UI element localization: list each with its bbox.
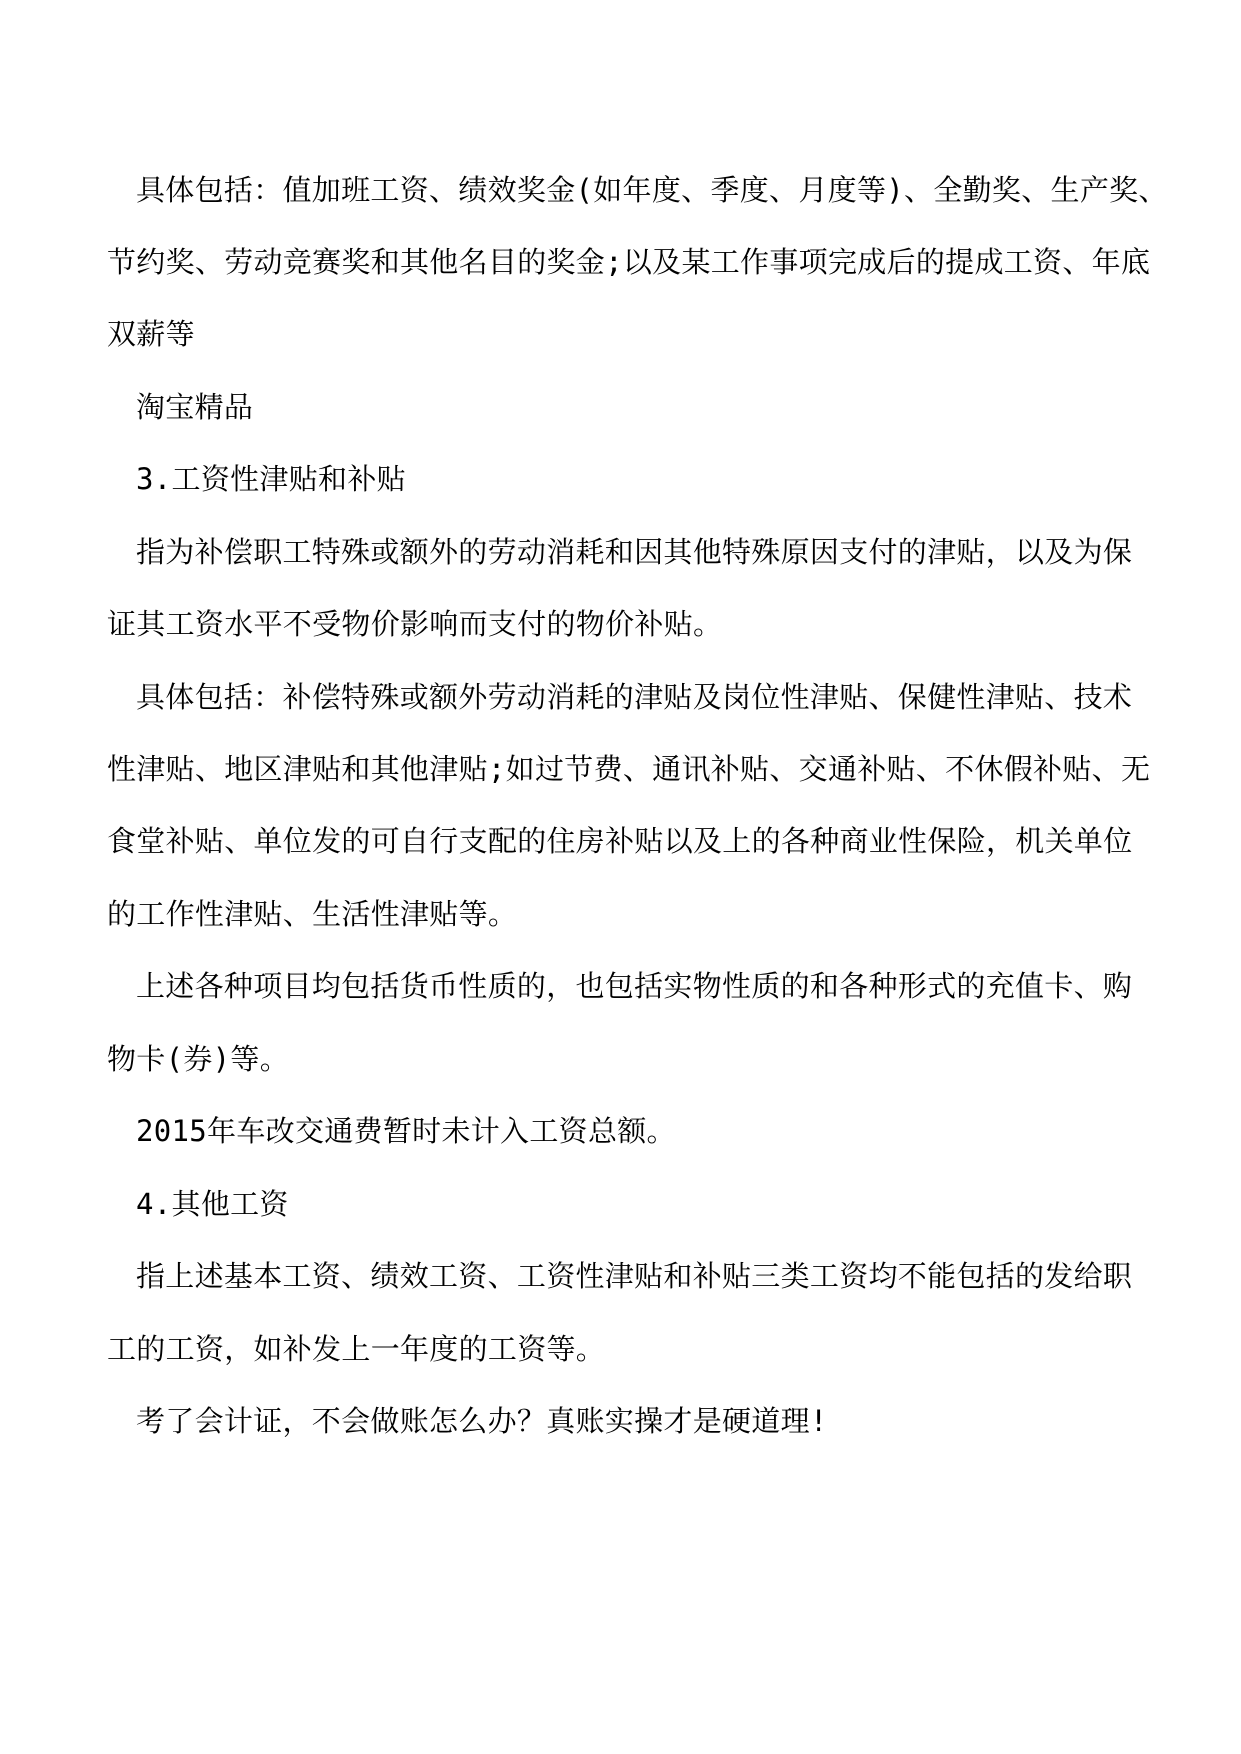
- paragraph-allowance-definition-line-2: 证其工资水平不受物价影响而支付的物价补贴。: [107, 607, 723, 641]
- paragraph-monetary-line-2: 物卡(券)等。: [107, 1042, 290, 1076]
- section-heading-allowances: 3.工资性津贴和补贴: [136, 462, 406, 496]
- paragraph-taobao: 淘宝精品: [136, 390, 254, 424]
- paragraph-transport-2015: 2015年车改交通费暂时未计入工资总额。: [136, 1114, 676, 1148]
- paragraph-allowance-definition-line-1: 指为补偿职工特殊或额外的劳动消耗和因其他特殊原因支付的津贴，以及为保: [136, 535, 1133, 569]
- paragraph-other-wages-line-2: 工的工资，如补发上一年度的工资等。: [107, 1332, 606, 1366]
- paragraph-allowance-details-line-1: 具体包括：补偿特殊或额外劳动消耗的津贴及岗位性津贴、保健性津贴、技术: [136, 680, 1133, 714]
- paragraph-closing: 考了会计证，不会做账怎么办？真账实操才是硬道理!: [136, 1404, 828, 1438]
- paragraph-bonus-details-line-1: 具体包括：值加班工资、绩效奖金(如年度、季度、月度等)、全勤奖、生产奖、: [136, 173, 1168, 207]
- paragraph-allowance-details-line-3: 食堂补贴、单位发的可自行支配的住房补贴以及上的各种商业性保险，机关单位: [107, 824, 1133, 858]
- paragraph-bonus-details-line-3: 双薪等: [107, 317, 195, 351]
- paragraph-bonus-details-line-2: 节约奖、劳动竞赛奖和其他名目的奖金;以及某工作事项完成后的提成工资、年底: [107, 245, 1151, 279]
- paragraph-other-wages-line-1: 指上述基本工资、绩效工资、工资性津贴和补贴三类工资均不能包括的发给职: [136, 1259, 1133, 1293]
- section-heading-other-wages: 4.其他工资: [136, 1187, 289, 1221]
- paragraph-allowance-details-line-2: 性津贴、地区津贴和其他津贴;如过节费、通讯补贴、交通补贴、不休假补贴、无: [107, 752, 1151, 786]
- paragraph-monetary-line-1: 上述各种项目均包括货币性质的，也包括实物性质的和各种形式的充值卡、购: [136, 969, 1133, 1003]
- paragraph-allowance-details-line-4: 的工作性津贴、生活性津贴等。: [107, 897, 518, 931]
